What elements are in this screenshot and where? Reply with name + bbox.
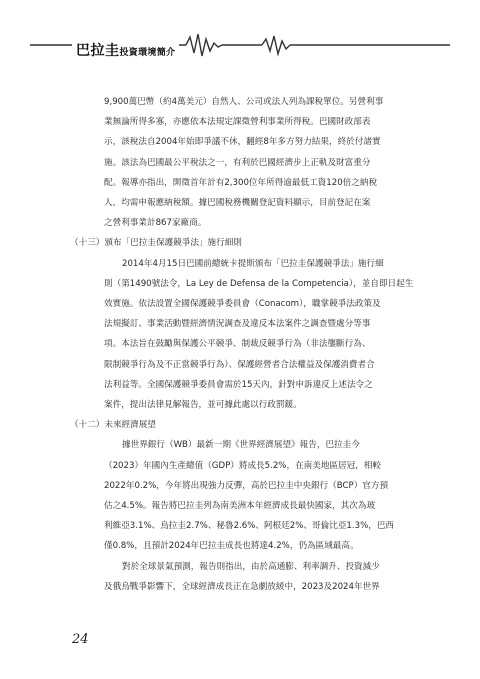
text-line: 對於全球景氣預測，報告則指出，由於高通膨、利率調升、投資減少	[122, 561, 380, 572]
header-title-main: 巴拉圭	[76, 43, 120, 59]
text-line: 業無論所得多寡，亦應依本法規定課徵營利事業所得稅。巴國財政部表	[104, 117, 371, 128]
text-line: 示，該稅法自2004年始即爭議不休，翻經8年多方努力結果，終於付諸實	[104, 137, 381, 148]
text-line: 9,900萬巴幣（約4萬美元）自然人、公司或法人列為課稅單位。另營利事	[104, 97, 384, 107]
text-line: 利維亞3.1%、烏拉圭2.7%、秘魯2.6%、阿根廷2%、哥倫比亞1.3%，巴西	[104, 521, 395, 532]
paragraph-tax	[68, 92, 418, 233]
text-line: 案件，提出法律見解報告，並可據此處以行政罰鍰。	[104, 400, 302, 411]
text-line: 人，均需申報應納稅額。據巴國稅務機關登記資料顯示，目前登記在案	[104, 198, 371, 209]
text-line: 限制競爭行為及不正當競爭行為）、保護經營者合法權益及保護消費者合	[104, 359, 375, 370]
text-line: 項。本法旨在鼓勵與保護公平競爭、制裁反競爭行為（非法壟斷行為、	[104, 339, 371, 350]
text-line: 法規擬訂、事業活動暨經濟情況調查及違反本法案件之調查暨處分等事	[104, 319, 371, 330]
page-number: 24	[72, 632, 89, 647]
text-line: 僅0.8%，且預計2024年巴拉圭成長也將達4.2%，仍為區域最高。	[104, 541, 359, 552]
text-line: 據世界銀行（WB）最新一期《世界經濟展望》報告，巴拉圭今	[122, 440, 360, 451]
text-line: 法利益等。全國保護競爭委員會需於15天內，針對申訴違反上述法令之	[104, 379, 373, 390]
text-line: 及俄烏戰爭影響下，全球經濟成長正在急劇放緩中，2023及2024年世界	[104, 581, 380, 592]
section-heading-13: （十三）頒布「巴拉圭保護競爭法」施行細則	[70, 238, 242, 249]
header-title-sub: 投資環境簡介	[119, 48, 176, 58]
text-line: 施。該法為巴國最公平稅法之一，有利於巴國經濟步上正軌及財富重分	[104, 157, 371, 168]
text-line: 則（第1490號法令，La Ley de Defensa de la Competencia），並自即日起生	[104, 278, 414, 289]
paragraph-competition-law	[68, 254, 418, 416]
text-line: 配。報導亦指出，開徵首年計有2,300位年所得逾最低工資120倍之納稅	[104, 177, 378, 188]
document-body	[68, 92, 418, 597]
paragraph-global-outlook	[68, 557, 418, 597]
text-line: 2014年4月15日巴國前總統卡提斯頒布「巴拉圭保護競爭法」施行細	[122, 258, 384, 269]
text-line: （2023）年國內生產總值（GDP）將成長5.2%，在南美地區居冠，相較	[104, 460, 382, 471]
text-line: 之營利事業計867家廠商。	[104, 218, 207, 229]
page-header	[0, 30, 480, 60]
text-line: 估之4.5%。報告將巴拉圭列為南美洲本年經濟成長最快國家，其次為玻	[104, 501, 376, 512]
paragraph-economic-outlook	[68, 435, 418, 556]
text-line: 效實施。依法設置全國保護競爭委員會（Conacom），職掌競爭法政策及	[104, 299, 381, 310]
section-heading-12: （十二）未來經濟展望	[70, 420, 156, 431]
header-title	[72, 40, 179, 60]
text-line: 2022年0.2%，今年將出現強力反彈，高於巴拉圭中央銀行（BCP）官方預	[104, 480, 389, 491]
